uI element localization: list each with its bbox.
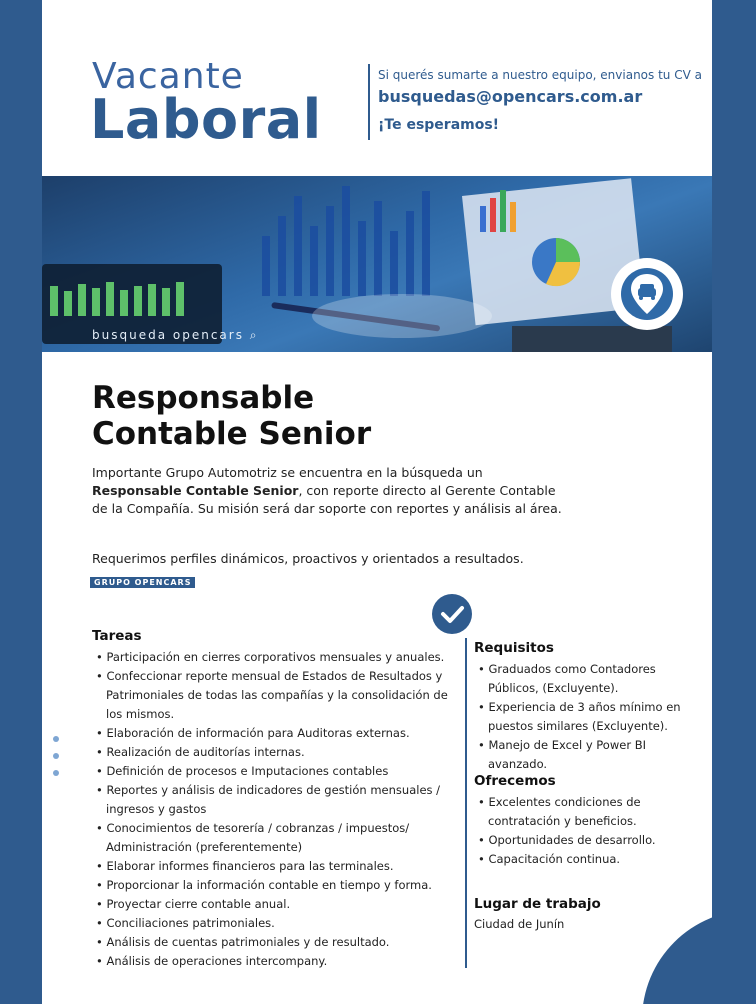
list-item: • Conciliaciones patrimoniales. — [94, 914, 454, 933]
header-divider — [368, 64, 370, 140]
list-item: • Definición de procesos e Imputaciones contables — [94, 762, 454, 781]
cv-instruction: Si querés sumarte a nuestro equipo, envianos tu CV a — [378, 68, 702, 82]
list-item: • Reportes y análisis de indicadores de gestión mensuales / ingresos y gastos — [94, 781, 454, 819]
list-item: • Oportunidades de desarrollo. — [476, 831, 696, 850]
list-item: • Elaborar informes financieros para las terminales. — [94, 857, 454, 876]
check-circle-icon — [432, 594, 472, 634]
job-intro — [92, 464, 562, 518]
intro-bold: Responsable Contable Senior — [92, 483, 299, 498]
page-dot — [53, 753, 59, 759]
column-divider — [465, 638, 467, 968]
tareas-title: Tareas — [92, 628, 142, 644]
search-icon: ⌕ — [249, 328, 259, 342]
lugar-value: Ciudad de Junín — [474, 917, 565, 931]
list-item: • Excelentes condiciones de contratación y beneficios. — [476, 793, 696, 831]
cta-text: ¡Te esperamos! — [378, 117, 500, 133]
car-pin-icon — [611, 258, 683, 330]
page-dots — [53, 719, 59, 787]
list-item: • Participación en cierres corporativos mensuales y anuales. — [94, 648, 454, 667]
intro-part1: Importante Grupo Automotriz se encuentra en la búsqueda un — [92, 465, 483, 480]
banner-tag-text: busqueda opencars — [92, 328, 244, 342]
contact-email-link[interactable]: busquedas@opencars.com.ar — [378, 87, 643, 106]
page-dot-active — [53, 719, 59, 725]
title-vacante: Vacante — [92, 56, 244, 97]
tareas-list — [94, 648, 454, 971]
list-item: • Confeccionar reporte mensual de Estados de Resultados y Patrimoniales de todas las compañías y la consolidación de los mismos. — [94, 667, 454, 724]
lugar-title: Lugar de trabajo — [474, 896, 601, 912]
ofrecemos-title: Ofrecemos — [474, 773, 556, 789]
job-title-line1: Responsable — [92, 380, 315, 416]
requisitos-list — [476, 660, 696, 774]
job-title — [92, 380, 371, 452]
list-item: • Elaboración de información para Auditoras externas. — [94, 724, 454, 743]
ofrecemos-list — [476, 793, 696, 869]
list-item: • Análisis de operaciones intercompany. — [94, 952, 454, 971]
company-badge: GRUPO OPENCARS — [90, 577, 195, 588]
list-item: • Proporcionar la información contable en tiempo y forma. — [94, 876, 454, 895]
list-item: • Experiencia de 3 años mínimo en puestos similares (Excluyente). — [476, 698, 696, 736]
profile-requirement: Requerimos perfiles dinámicos, proactivos y orientados a resultados. — [92, 551, 524, 566]
page-dot — [53, 770, 59, 776]
title-laboral: Laboral — [90, 88, 322, 151]
list-item: • Análisis de cuentas patrimoniales y de resultado. — [94, 933, 454, 952]
job-title-line2: Contable Senior — [92, 416, 372, 452]
banner-tag — [92, 328, 259, 343]
corner-decoration — [642, 910, 712, 1004]
list-item: • Manejo de Excel y Power BI avanzado. — [476, 736, 696, 774]
poster-sheet — [42, 0, 712, 1004]
intro-part2: , con reporte directo al Gerente Contable de la Compañía. Su misión será dar soporte con reportes y análisis al área. — [92, 483, 562, 516]
list-item: • Proyectar cierre contable anual. — [94, 895, 454, 914]
page-dot — [53, 736, 59, 742]
list-item: • Realización de auditorías internas. — [94, 743, 454, 762]
list-item: • Capacitación continua. — [476, 850, 696, 869]
list-item: • Graduados como Contadores Públicos, (Excluyente). — [476, 660, 696, 698]
list-item: • Conocimientos de tesorería / cobranzas / impuestos/ Administración (preferentemente) — [94, 819, 454, 857]
requisitos-title: Requisitos — [474, 640, 554, 656]
